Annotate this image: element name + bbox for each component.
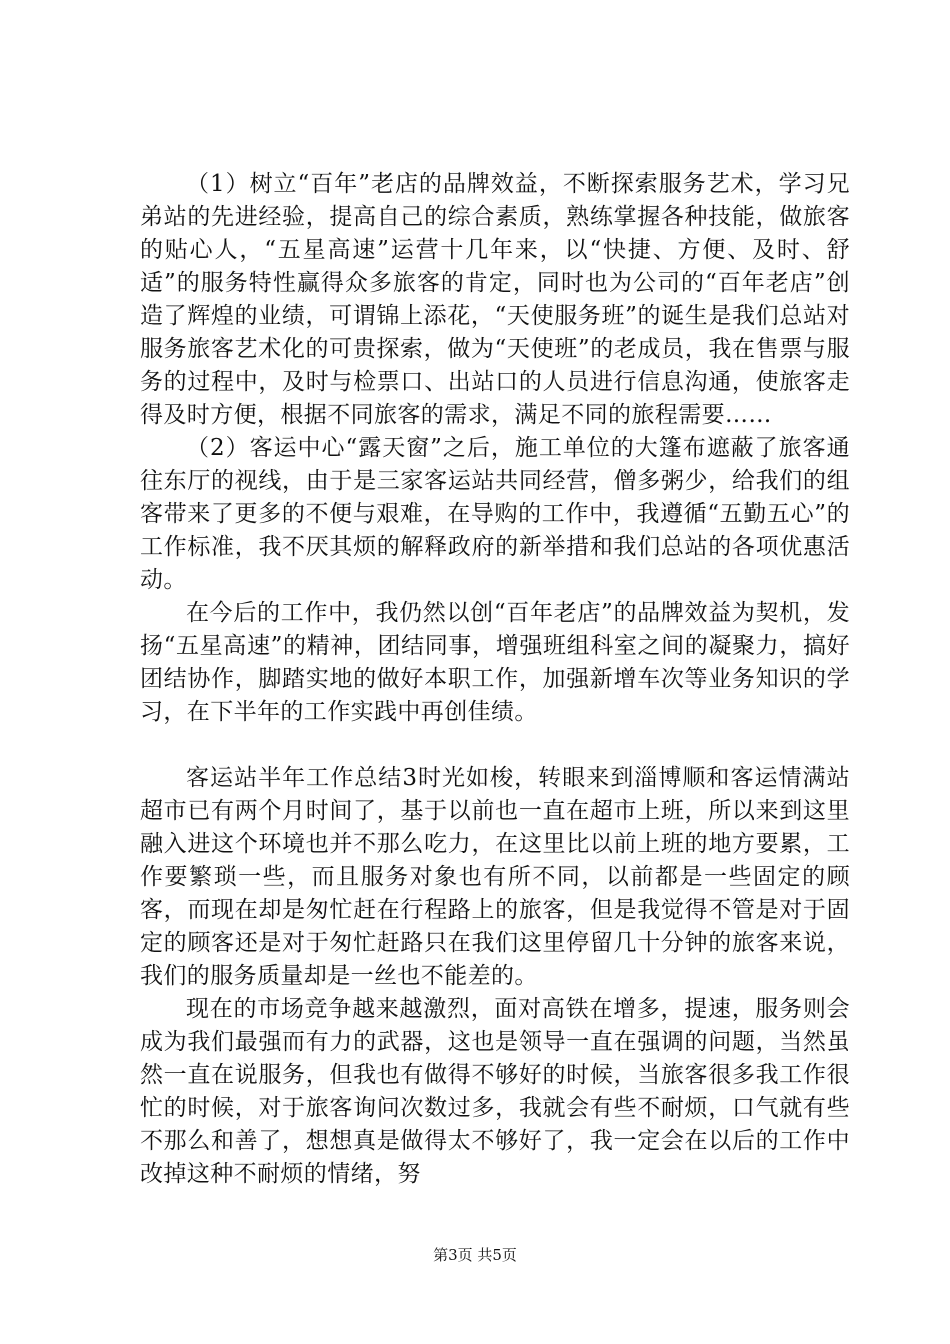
paragraph-4: 客运站半年工作总结3时光如梭，转眼来到淄博顺和客运情满站超市已有两个月时间了，基于以前也一直在超市上班，所以来到这里融入进这个环境也并不那么吃力，在这里比以前上班的地方要累，工作要繁琐一些，而且服务对象也有所不同，以前都是一些固定的顾客，而现在却是匆忙赶在行程路上的旅客，但是我觉得不管是对于固定的顾客还是对于匆忙赶路只在我们这里停留几十分钟的旅客来说，我们的服务质量却是一丝也不能差的。: [140, 765, 850, 989]
page-number-footer: 第3页 共5页: [433, 1246, 517, 1264]
paragraph-spacer: [140, 729, 850, 762]
paragraph-1: （1）树立“百年”老店的品牌效益，不断探索服务艺术，学习兄弟站的先进经验，提高自己的综合素质，熟练掌握各种技能，做旅客的贴心人，“五星高速”运营十几年来，以“快捷、方便、及时、舒适”的服务特性赢得众多旅客的肯定，同时也为公司的“百年老店”创造了辉煌的业绩，可谓锦上添花，“天使服务班”的诞生是我们总站对服务旅客艺术化的可贵探索，做为“天使班”的老成员，我在售票与服务的过程中，及时与检票口、出站口的人员进行信息沟通，使旅客走得及时方便，根据不同旅客的需求，满足不同的旅程需要……: [140, 171, 850, 428]
document-body: [140, 168, 850, 1191]
paragraph-5: 现在的市场竞争越来越激烈，面对高铁在增多，提速，服务则会成为我们最强而有力的武器，这也是领导一直在强调的问题，当然虽然一直在说服务，但我也有做得不够好的时候，当旅客很多我工作很忙的时候，对于旅客询问次数过多，我就会有些不耐烦，口气就有些不那么和善了，想想真是做得太不够好了，我一定会在以后的工作中改掉这种不耐烦的情绪，努: [140, 996, 850, 1187]
paragraph-2: （2）客运中心“露天窗”之后，施工单位的大篷布遮蔽了旅客通往东厅的视线，由于是三家客运站共同经营，僧多粥少，给我们的组客带来了更多的不便与艰难，在导购的工作中，我遵循“五勤五心”的工作标准，我不厌其烦的解释政府的新举措和我们总站的各项优惠活动。: [140, 435, 850, 593]
paragraph-3: 在今后的工作中，我仍然以创“百年老店”的品牌效益为契机，发扬“五星高速”的精神，团结同事，增强班组科室之间的凝聚力，搞好团结协作，脚踏实地的做好本职工作，加强新增车次等业务知识的学习，在下半年的工作实践中再创佳绩。: [140, 600, 850, 725]
